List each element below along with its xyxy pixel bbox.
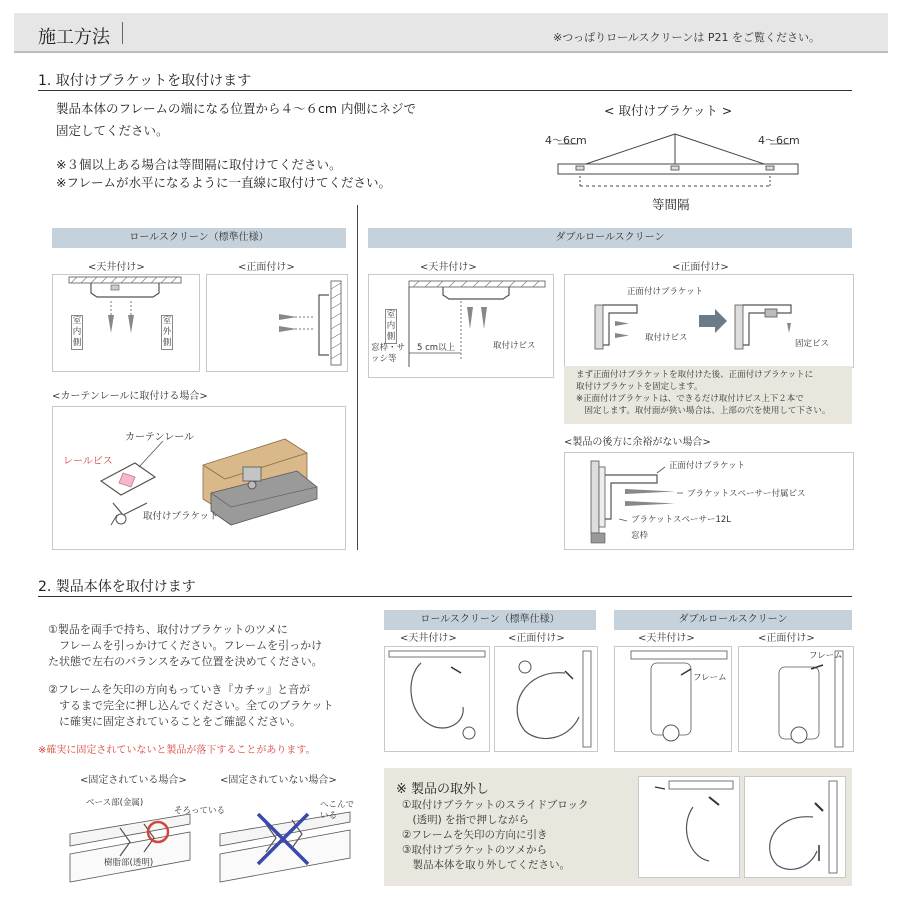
section1-body-2: 固定してください。 xyxy=(56,123,169,138)
page-title: 施工方法 xyxy=(38,27,110,48)
no-space-label-3: ブラケットスペーサー12L xyxy=(631,515,732,525)
double-note-line-1: まず正面付けブラケットを取付けた後、正面付けブラケットに xyxy=(576,370,814,380)
fixed-label: <固定されている場合> xyxy=(80,775,187,786)
double-note-line-3: ※正面付けブラケットは、できるだけ取付けビス上下２本で xyxy=(576,394,804,404)
standard-bar: ロールスクリーン（標準仕様） xyxy=(52,228,346,248)
s2-double-bar: ダブルロールスクリーン xyxy=(614,610,852,630)
removal-ceiling-box xyxy=(638,776,740,878)
standard-front-box xyxy=(206,274,348,372)
not-fixed-label: <固定されていない場合> xyxy=(220,775,337,786)
s2-standard-bar: ロールスクリーン（標準仕様） xyxy=(384,610,596,630)
no-space-label-1: 正面付けブラケット xyxy=(669,461,746,471)
removal-line-5: 製品本体を取り外してください。 xyxy=(402,859,570,871)
s2-standard-front-illustration xyxy=(495,647,597,751)
removal-ceiling-illustration xyxy=(639,777,739,877)
double-note-line-4: 固定します。取付面が狭い場合は、上部の穴を使用して下さい。 xyxy=(576,406,831,416)
no-space-label-2: ブラケットスペーサー付属ビス xyxy=(687,489,806,499)
section1-body-1: 製品本体のフレームの端になる位置から４～６cm 内側にネジで xyxy=(56,101,417,116)
s2-standard-front: <正面付け> xyxy=(508,633,565,644)
removal-box xyxy=(384,768,852,886)
front-mount-illustration xyxy=(207,275,347,371)
no-space-label-4: 窓枠 xyxy=(631,531,649,541)
bracket-left-dim: 4～6cm xyxy=(545,134,587,147)
s2-double-ceiling-box xyxy=(614,646,732,752)
standard-ceiling-box xyxy=(52,274,200,372)
header-note: ※つっぱりロールスクリーンは P21 をご覧ください。 xyxy=(553,31,820,44)
bracket-diagram-title: < 取付けブラケット > xyxy=(604,103,733,118)
section2-title: 2. 製品本体を取付けます xyxy=(38,579,196,595)
equal-spacing-label: 等間隔 xyxy=(652,197,690,212)
double-screw-label: 取付けビス xyxy=(493,341,536,351)
rail-screw-label: レールビス xyxy=(63,456,113,467)
step2-line-2: するまで完全に押し込んでください。全てのブラケット xyxy=(48,699,334,712)
standard-ceiling-label: <天井付け> xyxy=(88,262,145,273)
no-space-box xyxy=(564,452,854,550)
section1-title: 1. 取付けブラケットを取付けます xyxy=(38,73,252,89)
double-dim-label: 5 cm以上 xyxy=(417,343,456,353)
window-frame-label: 窓枠・サッシ等 xyxy=(371,343,406,364)
s2-double-ceiling-illustration xyxy=(615,647,731,751)
s2-double-ceiling: <天井付け> xyxy=(638,633,695,644)
removal-line-3: ②フレームを矢印の方向に引き xyxy=(402,829,548,841)
s2-standard-front-box xyxy=(494,646,598,752)
standard-front-label: <正面付け> xyxy=(238,262,295,273)
double-front-box xyxy=(564,274,854,368)
removal-line-2: (透明) を指で押しながら xyxy=(402,814,530,826)
curtain-rail-illustration xyxy=(53,407,345,549)
s2-double-front-box xyxy=(738,646,854,752)
aligned-label: そろっている xyxy=(174,806,226,816)
step1-line-2: フレームを引っかけてください。フレームを引っかけ xyxy=(48,639,323,652)
curtain-rail-title: <カーテンレールに取付ける場合> xyxy=(52,391,208,402)
bracket-right-dim: 4～6cm xyxy=(758,134,800,147)
double-inside-tag: 室内側 xyxy=(386,310,396,342)
column-divider xyxy=(357,205,358,550)
s2-double-front-frame: フレーム xyxy=(809,651,843,661)
s2-standard-ceiling: <天井付け> xyxy=(400,633,457,644)
mount-screw-label: 取付けビス xyxy=(645,333,688,343)
double-note-box xyxy=(564,366,852,424)
curtain-rail-label: カーテンレール xyxy=(125,432,195,443)
curtain-bracket-label: 取付けブラケット xyxy=(143,511,219,522)
double-ceiling-box xyxy=(368,274,554,378)
removal-front-illustration xyxy=(745,777,845,877)
base-label: ベース部(金属) xyxy=(86,798,144,808)
step1-line-1: ①製品を両手で持ち、取付けブラケットのツメに xyxy=(48,623,288,636)
double-front-illustration xyxy=(565,275,853,367)
step2-line-3: に確実に固定されていることをご確認ください。 xyxy=(48,715,301,728)
double-ceiling-label: <天井付け> xyxy=(420,262,477,273)
double-front-label: <正面付け> xyxy=(672,262,729,273)
fall-warning: ※確実に固定されていないと製品が落下することがあります。 xyxy=(38,745,316,756)
dent-label: へこんでいる xyxy=(320,800,355,821)
resin-label: 樹脂部(透明) xyxy=(104,858,154,868)
title-divider xyxy=(122,22,123,44)
removal-line-1: ①取付けブラケットのスライドブロック xyxy=(402,799,589,811)
curtain-rail-box xyxy=(52,406,346,550)
s2-double-ceiling-frame: フレーム xyxy=(693,673,727,683)
step1-line-3: た状態で左右のバランスをみて位置を決めてください。 xyxy=(48,655,323,668)
removal-title: ※ 製品の取外し xyxy=(396,782,490,797)
standard-outside-tag: 室外側 xyxy=(162,316,172,348)
section2-rule xyxy=(38,596,852,597)
s2-standard-ceiling-box xyxy=(384,646,490,752)
fix-screw-label: 固定ビス xyxy=(795,339,830,349)
double-note-line-2: 取付けブラケットを固定します。 xyxy=(576,382,703,392)
removal-line-4: ③取付けブラケットのツメから xyxy=(402,844,547,856)
removal-front-box xyxy=(744,776,846,878)
double-bar: ダブルロールスクリーン xyxy=(368,228,852,248)
front-bracket-label: 正面付けブラケット xyxy=(627,287,704,297)
bracket-spacing-diagram xyxy=(540,126,830,201)
section1-rule xyxy=(38,90,852,91)
s2-double-front-illustration xyxy=(739,647,853,751)
section1-note-1: ※３個以上ある場合は等間隔に取付けてください。 xyxy=(56,157,342,172)
s2-double-front: <正面付け> xyxy=(758,633,815,644)
standard-inside-tag: 室内側 xyxy=(72,316,82,348)
step2-line-1: ②フレームを矢印の方向もっていき『カチッ』と音が xyxy=(48,683,311,696)
no-space-title: <製品の後方に余裕がない場合> xyxy=(564,437,711,448)
section1-note-2: ※フレームが水平になるように一直線に取付けてください。 xyxy=(56,175,391,190)
s2-standard-ceiling-illustration xyxy=(385,647,489,751)
